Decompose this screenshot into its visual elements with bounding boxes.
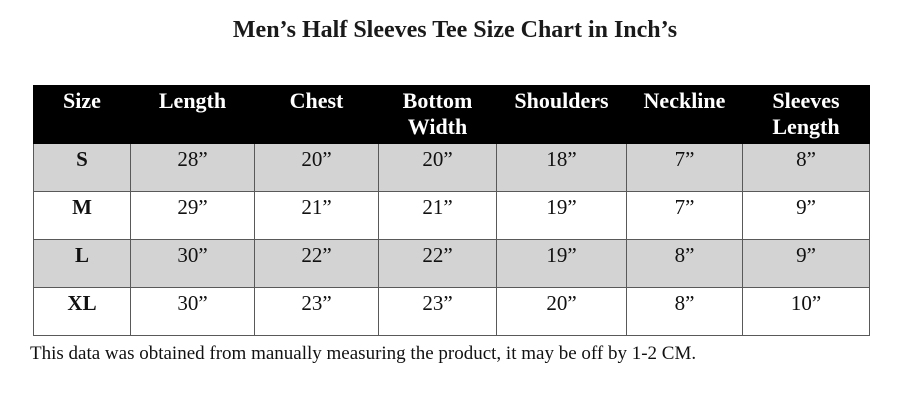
value-cell: 30” <box>131 288 255 336</box>
table-row-l <box>34 240 870 288</box>
header-cell-size: Size <box>34 86 131 144</box>
header-cell-shoulders: Shoulders <box>497 86 627 144</box>
header-cell-neckline: Neckline <box>627 86 743 144</box>
row-label-cell: XL <box>34 288 131 336</box>
value-cell: 21” <box>379 192 497 240</box>
size-chart-table <box>33 85 870 336</box>
value-cell: 30” <box>131 240 255 288</box>
measurement-disclaimer: This data was obtained from manually measuring the product, it may be off by 1-2 CM. <box>30 343 697 364</box>
value-cell: 23” <box>379 288 497 336</box>
value-cell: 20” <box>497 288 627 336</box>
header-cell-chest: Chest <box>255 86 379 144</box>
header-cell-sleeves-length: Sleeves Length <box>743 86 870 144</box>
page-title: Men’s Half Sleeves Tee Size Chart in Inch’s <box>232 17 678 43</box>
value-cell: 19” <box>497 192 627 240</box>
value-cell: 7” <box>627 144 743 192</box>
table-row-s <box>34 144 870 192</box>
table-header-row <box>34 86 870 144</box>
value-cell: 8” <box>627 240 743 288</box>
row-label-cell: L <box>34 240 131 288</box>
value-cell: 22” <box>379 240 497 288</box>
value-cell: 8” <box>743 144 870 192</box>
value-cell: 9” <box>743 192 870 240</box>
value-cell: 20” <box>255 144 379 192</box>
value-cell: 8” <box>627 288 743 336</box>
value-cell: 19” <box>497 240 627 288</box>
value-cell: 10” <box>743 288 870 336</box>
value-cell: 21” <box>255 192 379 240</box>
header-cell-length: Length <box>131 86 255 144</box>
table-row-xl <box>34 288 870 336</box>
value-cell: 29” <box>131 192 255 240</box>
row-label-cell: M <box>34 192 131 240</box>
value-cell: 22” <box>255 240 379 288</box>
table-row-m <box>34 192 870 240</box>
value-cell: 23” <box>255 288 379 336</box>
value-cell: 9” <box>743 240 870 288</box>
value-cell: 20” <box>379 144 497 192</box>
value-cell: 18” <box>497 144 627 192</box>
value-cell: 7” <box>627 192 743 240</box>
value-cell: 28” <box>131 144 255 192</box>
header-cell-bottom-width: Bottom Width <box>379 86 497 144</box>
row-label-cell: S <box>34 144 131 192</box>
